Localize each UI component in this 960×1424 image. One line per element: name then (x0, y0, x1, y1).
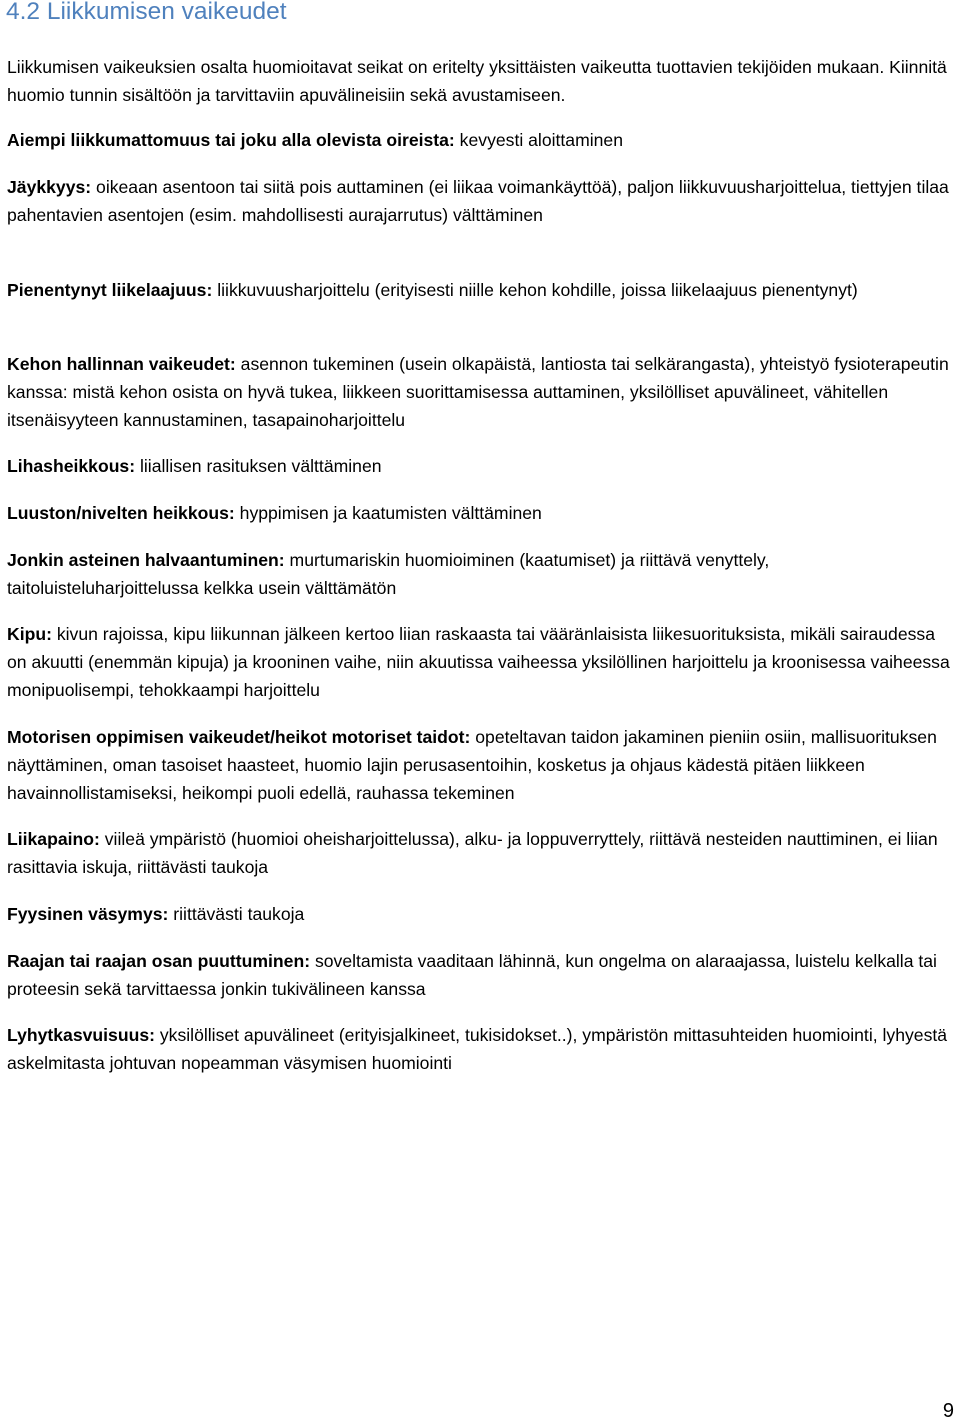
item-paragraph (7, 126, 957, 154)
item-label: Liikapaino: (7, 829, 100, 849)
item-paragraph (7, 900, 957, 928)
item-text: riittävästi taukoja (168, 904, 305, 924)
item-text: opeteltavan taidon jakaminen pieniin osiin, mallisuorituksen näyttäminen, oman tasoiset haasteet, huomio lajin perusasentoihin, kosketus ja ohjaus kädestä pitäen liikkeen havainnollistamiseksi, heikompi puoli edellä, rauhassa tekeminen (7, 727, 937, 803)
item-text: viileä ympäristö (huomioi oheisharjoittelussa), alku- ja loppuverryttely, riittävä nesteiden nauttiminen, ei liian rasittavia iskuja, riittävästi taukoja (7, 829, 938, 877)
item-paragraph (7, 620, 957, 704)
item-label: Luuston/nivelten heikkous: (7, 503, 235, 523)
item-label: Pienentynyt liikelaajuus: (7, 280, 213, 300)
item-paragraph (7, 173, 957, 229)
item-paragraph (7, 546, 957, 602)
item-paragraph (7, 350, 957, 434)
item-paragraph (7, 723, 957, 807)
item-text: murtumariskin huomioiminen (kaatumiset) ja riittävä venyttely, taitoluisteluharjoittelussa kelkka usein välttämätön (7, 550, 770, 598)
item-paragraph (7, 1021, 957, 1077)
item-label: Kipu: (7, 624, 52, 644)
item-label: Lihasheikkous: (7, 456, 136, 476)
item-label: Lyhytkasvuisuus: (7, 1025, 155, 1045)
item-label: Kehon hallinnan vaikeudet: (7, 354, 236, 374)
intro-paragraph: Liikkumisen vaikeuksien osalta huomioitavat seikat on eritelty yksittäisten vaikeutta tuottavien tekijöiden mukaan. Kiinnitä huomio tunnin sisältöön ja tarvittaviin apuvälineisiin sekä avustamiseen. (7, 57, 947, 105)
item-text: soveltamista vaaditaan lähinnä, kun ongelma on alaraajassa, luistelu kelkalla tai proteesin sekä tarvittaessa jonkin tukivälineen kanssa (7, 951, 937, 999)
item-label: Fyysinen väsymys: (7, 904, 169, 924)
item-label: Jonkin asteinen halvaantuminen: (7, 550, 285, 570)
item-text: liikkuvuusharjoittelu (erityisesti niille kehon kohdille, joissa liikelaajuus pienentynyt) (212, 280, 858, 300)
item-text: yksilölliset apuvälineet (erityisjalkineet, tukisidokset..), ympäristön mittasuhteiden huomiointi, lyhyestä askelmitasta johtuvan nopeamman väsymisen huomiointi (7, 1025, 948, 1073)
item-paragraph (7, 452, 957, 480)
item-paragraph (7, 947, 957, 1003)
item-paragraph (7, 825, 957, 881)
item-text: liiallisen rasituksen välttäminen (135, 456, 382, 476)
item-text: oikeaan asentoon tai siitä pois auttaminen (ei liikaa voimankäyttöä), paljon liikkuvuusharjoittelua, tiettyjen tilaa pahentavien asentojen (esim. mahdollisesti aurajarrutus) välttäminen (7, 177, 949, 225)
item-text: hyppimisen ja kaatumisten välttäminen (234, 503, 542, 523)
item-text: kivun rajoissa, kipu liikunnan jälkeen kertoo liian raskaasta tai vääränlaisista liikesuorituksista, mikäli sairaudessa on akuutti (enemmän kipuja) ja krooninen vaihe, niin akuutissa vaiheessa yksilöllinen harjoittelu ja kroonisessa vaiheessa monipuolisempi, tehokkaampi harjoittelu (7, 624, 950, 700)
item-text: kevyesti aloittaminen (454, 130, 623, 150)
item-label: Motorisen oppimisen vaikeudet/heikot motoriset taidot: (7, 727, 471, 747)
item-text: asennon tukeminen (usein olkapäistä, lantiosta tai selkärangasta), yhteistyö fysioterapeutin kanssa: mistä kehon osista on hyvä tukea, liikkeen suorittamisessa auttaminen, yksilölliset apuvälineet, vähitellen itsenäisyyteen kannustaminen, tasapainoharjoittelu (7, 354, 949, 430)
item-paragraph (7, 276, 957, 304)
item-label: Jäykkyys: (7, 177, 92, 197)
section-heading: 4.2 Liikkumisen vaikeudet (6, 0, 287, 25)
item-paragraph (7, 499, 957, 527)
page-number: 9 (942, 1400, 954, 1422)
item-label: Aiempi liikkumattomuus tai joku alla olevista oireista: (7, 130, 455, 150)
item-label: Raajan tai raajan osan puuttuminen: (7, 951, 311, 971)
